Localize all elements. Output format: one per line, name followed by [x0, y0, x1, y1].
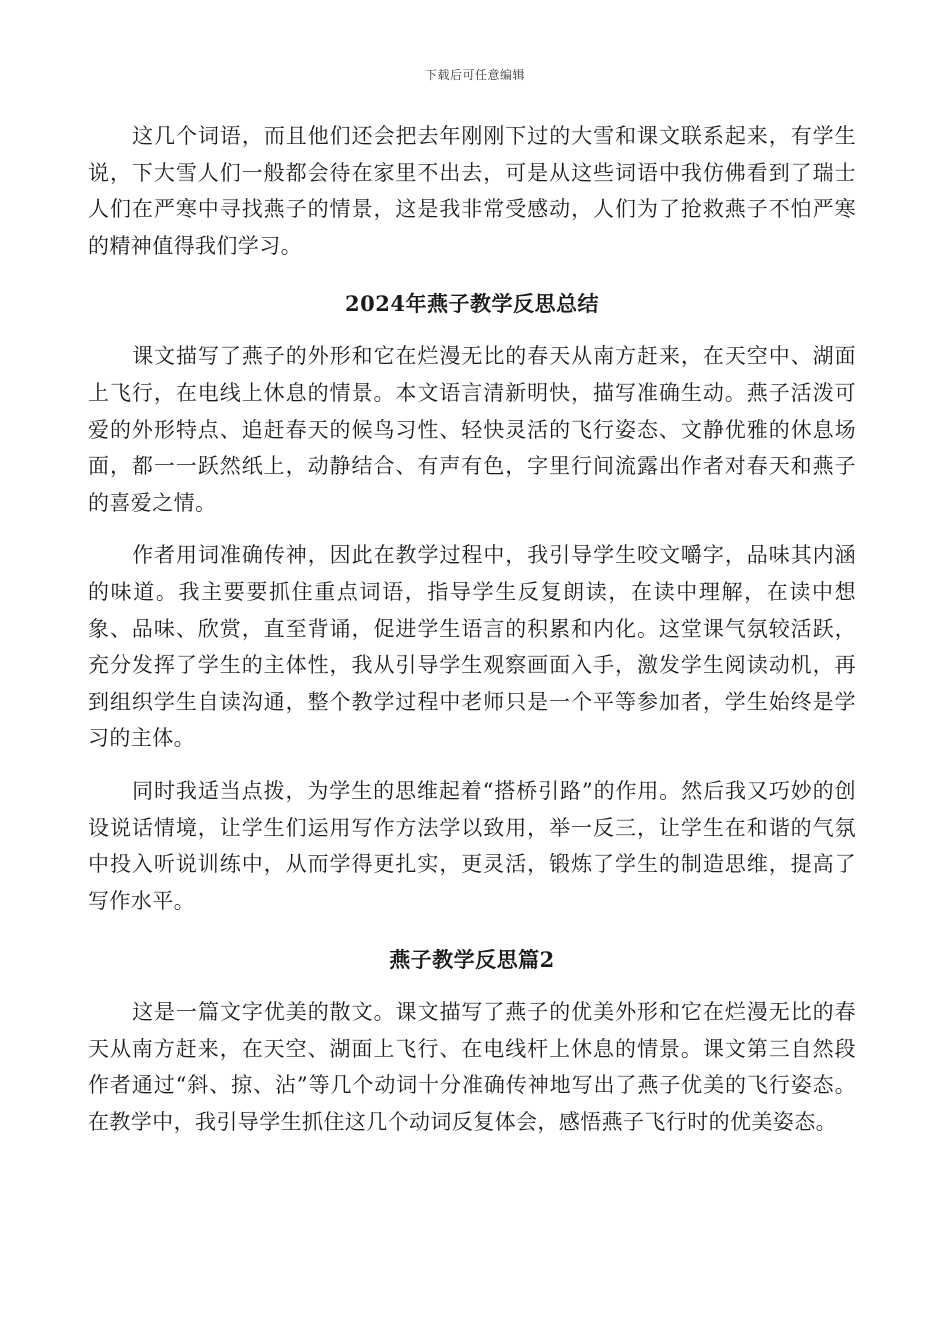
section-heading-summary: 2024年燕子教学反思总结 [345, 291, 599, 317]
paragraph: 作者用词准确传神，因此在教学过程中，我引导学生咬文嚼字，品味其内涵的味道。我主要要抓住重点词语，指导学生反复朗读，在读中理解，在读中想象、品味、欣赏，直至背诵，促进学生语言的积累和内化。这堂课气氛较活跃，充分发挥了学生的主体性，我从引导学生观察画面入手，激发学生阅读动机，再到组织学生自读沟通，整个教学过程中老师只是一个平等参加者，学生始终是学习的主体。 [88, 543, 856, 751]
section-heading-part-2: 燕子教学反思篇2 [389, 947, 555, 973]
paragraph: 同时我适当点拨，为学生的思维起着“搭桥引路”的作用。然后我又巧妙的创设说话情境，让学生们运用写作方法学以致用，举一反三，让学生在和谐的气氛中投入听说训练中，从而学得更扎实，更灵活，锻炼了学生的制造思维，提高了写作水平。 [88, 778, 856, 913]
paragraph: 课文描写了燕子的外形和它在烂漫无比的春天从南方赶来，在天空中、湖面上飞行，在电线上休息的情景。本文语言清新明快，描写准确生动。燕子活泼可爱的外形特点、追赶春天的候鸟习性、轻快灵活的飞行姿态、文静优雅的休息场面，都一一跃然纸上，动静结合、有声有色，字里行间流露出作者对春天和燕子的喜爱之情。 [88, 344, 856, 515]
paragraph-continuation: 这几个词语，而且他们还会把去年刚刚下过的大雪和课文联系起来，有学生说，下大雪人们一般都会待在家里不出去，可是从这些词语中我仿佛看到了瑞士人们在严寒中寻找燕子的情景，这是我非常受感动，人们为了抢救燕子不怕严寒的精神值得我们学习。 [88, 124, 856, 258]
page-header-note: 下载后可任意编辑 [424, 68, 525, 82]
paragraph: 这是一篇文字优美的散文。课文描写了燕子的优美外形和它在烂漫无比的春天从南方赶来，在天空、湖面上飞行、在电线杆上休息的情景。课文第三自然段作者通过“斜、掠、沾”等几个动词十分准确传神地写出了燕子优美的飞行姿态。在教学中，我引导学生抓住这几个动词反复体会，感悟燕子飞行时的优美姿态。 [88, 1000, 856, 1135]
document-body [88, 118, 856, 1141]
